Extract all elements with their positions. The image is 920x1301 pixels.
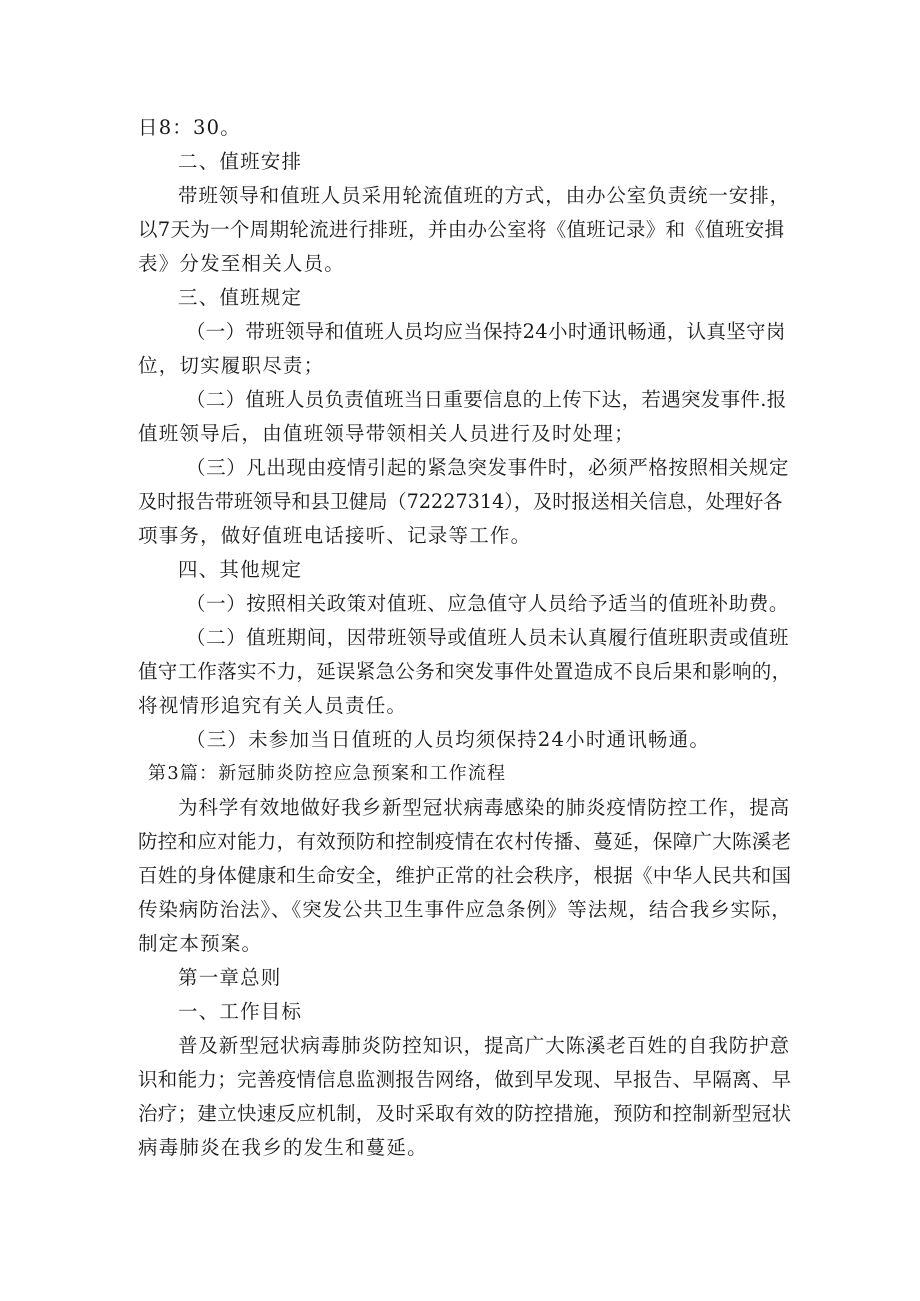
text-line: 项事务，做好值班电话接听、记录等工作。 (138, 524, 532, 547)
text-line: （三）未参加当日值班的人员均须保持24小时通讯畅通。 (186, 728, 711, 751)
text-line: 治疗；建立快速反应机制，及时采取有效的防控措施，预防和控制新型冠状 (138, 1102, 792, 1125)
text-line: 带班领导和值班人员采用轮流值班的方式，由办公室负责统一安排， (178, 184, 791, 207)
text-line: 将视情形追究有关人员责任。 (138, 694, 408, 717)
text-line: 及时报告带班领导和县卫健局（72227314），及时报送相关信息，处理好各 (138, 490, 783, 513)
text-line: 传染病防治法》、《突发公共卫生事件应急条例》等法规，结合我乡实际， (138, 898, 792, 921)
text-line: 普及新型冠状病毒肺炎防控知识，提高广大陈溪老百姓的自我防护意 (178, 1034, 791, 1057)
text-line: 识和能力；完善疫情信息监测报告网络，做到早发现、早报告、早隔离、早 (138, 1068, 792, 1091)
section-heading: 第一章总则 (178, 966, 282, 989)
text-line: （三）凡出现由疫情引起的紧急突发事件时，必须严格按照相关规定 (186, 456, 790, 479)
text-line: 制定本预案。 (138, 932, 263, 955)
text-line: 病毒肺炎在我乡的发生和蔓延。 (138, 1136, 428, 1159)
section-heading: 四、其他规定 (178, 558, 303, 581)
text-line: 表》分发至相关人员。 (138, 252, 346, 275)
text-line: （二）值班期间，因带班领导或值班人员未认真履行值班职责或值班 (186, 626, 790, 649)
text-line: 防控和应对能力，有效预防和控制疫情在农村传播、蔓延，保障广大陈溪老 (138, 830, 792, 853)
text-line: 百姓的身体健康和生命安全，维护正常的社会秩序，根据《中华人民共和国 (138, 864, 792, 887)
text-line: 值班领导后，由值班领导带领相关人员进行及时处理； (138, 422, 635, 445)
text-line: 值守工作落实不力，延误紧急公务和突发事件处置造成不良后果和影响的， (138, 660, 792, 683)
text-line: 位，切实履职尽责； (138, 354, 325, 377)
text-line: 为科学有效地做好我乡新型冠状病毒感染的肺炎疫情防控工作，提高 (178, 796, 791, 819)
text-line: （二）值班人员负责值班当日重要信息的上传下达，若遇突发事件.报 (186, 388, 787, 411)
text-line: 日8：30。 (138, 116, 241, 139)
chapter-title: 第3篇：新冠肺炎防控应急预案和工作流程 (148, 763, 507, 784)
text-line: 以7天为一个周期轮流进行排班，并由办公室将《值班记录》和《值班安揖 (138, 218, 785, 241)
section-heading: 二、值班安排 (178, 150, 303, 173)
section-heading: 三、值班规定 (178, 286, 303, 309)
section-heading: 一、工作目标 (178, 1000, 303, 1023)
text-line: （一）按照相关政策对值班、应急值守人员给予适当的值班补助费。 (186, 592, 790, 615)
text-line: （一）带班领导和值班人员均应当保持24小时通讯畅通，认真坚守岗 (186, 320, 786, 343)
